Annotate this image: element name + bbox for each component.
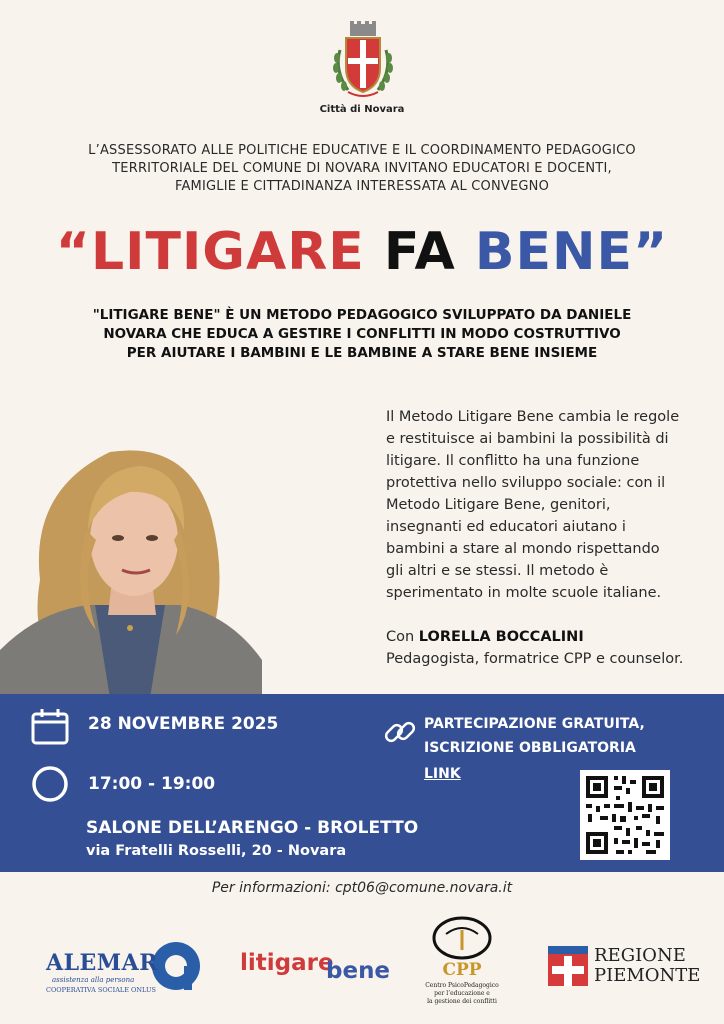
- title-close-quote: ”: [633, 222, 669, 282]
- alemar-tagline: assistenza alla persona: [52, 976, 135, 984]
- speaker-portrait: [0, 430, 262, 698]
- description-line: sperimentato in molte scuole italiane.: [386, 585, 662, 601]
- intro-text: [60, 142, 664, 196]
- event-time: 17:00 - 19:00: [88, 774, 216, 794]
- subtitle-line: NOVARA CHE EDUCA A GESTIRE I CONFLITTI IN MODO COSTRUTTIVO: [103, 326, 621, 342]
- registration-link[interactable]: LINK: [424, 766, 461, 782]
- title-word-litigare: LITIGARE: [90, 222, 365, 282]
- description-line: bambini a stare al mondo rispettando: [386, 541, 660, 557]
- description-line: Il Metodo Litigare Bene cambia le regole: [386, 409, 680, 425]
- venue-address: via Fratelli Rosselli, 20 - Novara: [86, 843, 347, 859]
- cpp-name: CPP: [442, 960, 482, 980]
- description-line: protettiva nello sviluppo sociale: con il: [386, 475, 666, 491]
- litigare-bene-logo: [238, 946, 391, 986]
- qr-code-icon[interactable]: [580, 770, 670, 860]
- litigare-bene-text-2: bene: [326, 958, 391, 984]
- event-details-band: [0, 694, 724, 872]
- venue-name: SALONE DELL’ARENGO - BROLETTO: [86, 818, 419, 838]
- title-word-fa: FA: [383, 222, 456, 282]
- speaker-prefix: Con: [386, 629, 419, 645]
- subtitle: [40, 306, 684, 363]
- description-line: gli altri e se stessi. Il metodo è: [386, 563, 609, 579]
- speaker-role: Pedagogista, formatrice CPP e counselor.: [386, 651, 684, 667]
- event-title: [0, 222, 724, 282]
- cpp-tagline: [414, 982, 510, 1006]
- cpp-tagline-line: la gestione dei conflitti: [427, 998, 497, 1005]
- clock-icon: [30, 764, 70, 804]
- description-line: e restituisce ai bambini la possibilità di: [386, 431, 669, 447]
- piemonte-flag-icon: [548, 946, 588, 986]
- litigare-bene-text-1: litigare: [240, 950, 334, 976]
- alemar-coop: COOPERATIVA SOCIALE ONLUS: [46, 986, 156, 994]
- cpp-tagline-line: Centro PsicoPedagogico: [425, 982, 499, 989]
- contact-info: Per informazioni: cpt06@comune.novara.it: [211, 880, 513, 896]
- alemar-logo: [46, 938, 202, 998]
- cpp-emblem-icon: [432, 916, 492, 960]
- registration-free: PARTECIPAZIONE GRATUITA,: [424, 716, 645, 732]
- subtitle-line: PER AIUTARE I BAMBINI E LE BAMBINE A STARE BENE INSIEME: [126, 345, 598, 361]
- city-label: Città di Novara: [319, 104, 405, 115]
- cpp-tagline-line: per l’educazione e: [434, 990, 490, 997]
- regione-piemonte-logo: [548, 944, 701, 990]
- regione-line: PIEMONTE: [594, 965, 701, 986]
- regione-name: [594, 946, 700, 986]
- cpp-logo: [414, 916, 510, 1016]
- intro-line: L’ASSESSORATO ALLE POLITICHE EDUCATIVE E IL COORDINAMENTO PEDAGOGICO: [88, 143, 636, 158]
- description-line: insegnanti ed educatori aiutano i: [386, 519, 626, 535]
- speaker-name-line: [386, 626, 706, 648]
- speaker-info: [386, 626, 706, 670]
- event-date: 28 NOVEMBRE 2025: [88, 714, 279, 734]
- link-icon: [382, 714, 418, 750]
- intro-line: TERRITORIALE DEL COMUNE DI NOVARA INVITANO EDUCATORI E DOCENTI,: [112, 161, 612, 176]
- subtitle-line: "LITIGARE BENE" È UN METODO PEDAGOGICO SVILUPPATO DA DANIELE: [92, 307, 632, 323]
- city-crest-icon: [330, 20, 396, 102]
- description-line: litigare. Il conflitto ha una funzione: [386, 453, 640, 469]
- description-line: Metodo Litigare Bene, genitori,: [386, 497, 611, 513]
- calendar-icon: [30, 708, 70, 746]
- title-open-quote: “: [55, 222, 91, 282]
- regione-line: REGIONE: [594, 945, 686, 966]
- alemar-name: ALEMAR: [46, 950, 159, 976]
- registration-required: ISCRIZIONE OBBLIGATORIA: [424, 740, 636, 756]
- intro-line: FAMIGLIE E CITTADINANZA INTERESSATA AL CONVEGNO: [174, 179, 550, 194]
- method-description: [386, 406, 706, 604]
- speaker-name: LORELLA BOCCALINI: [418, 629, 584, 645]
- title-word-bene: BENE: [474, 222, 634, 282]
